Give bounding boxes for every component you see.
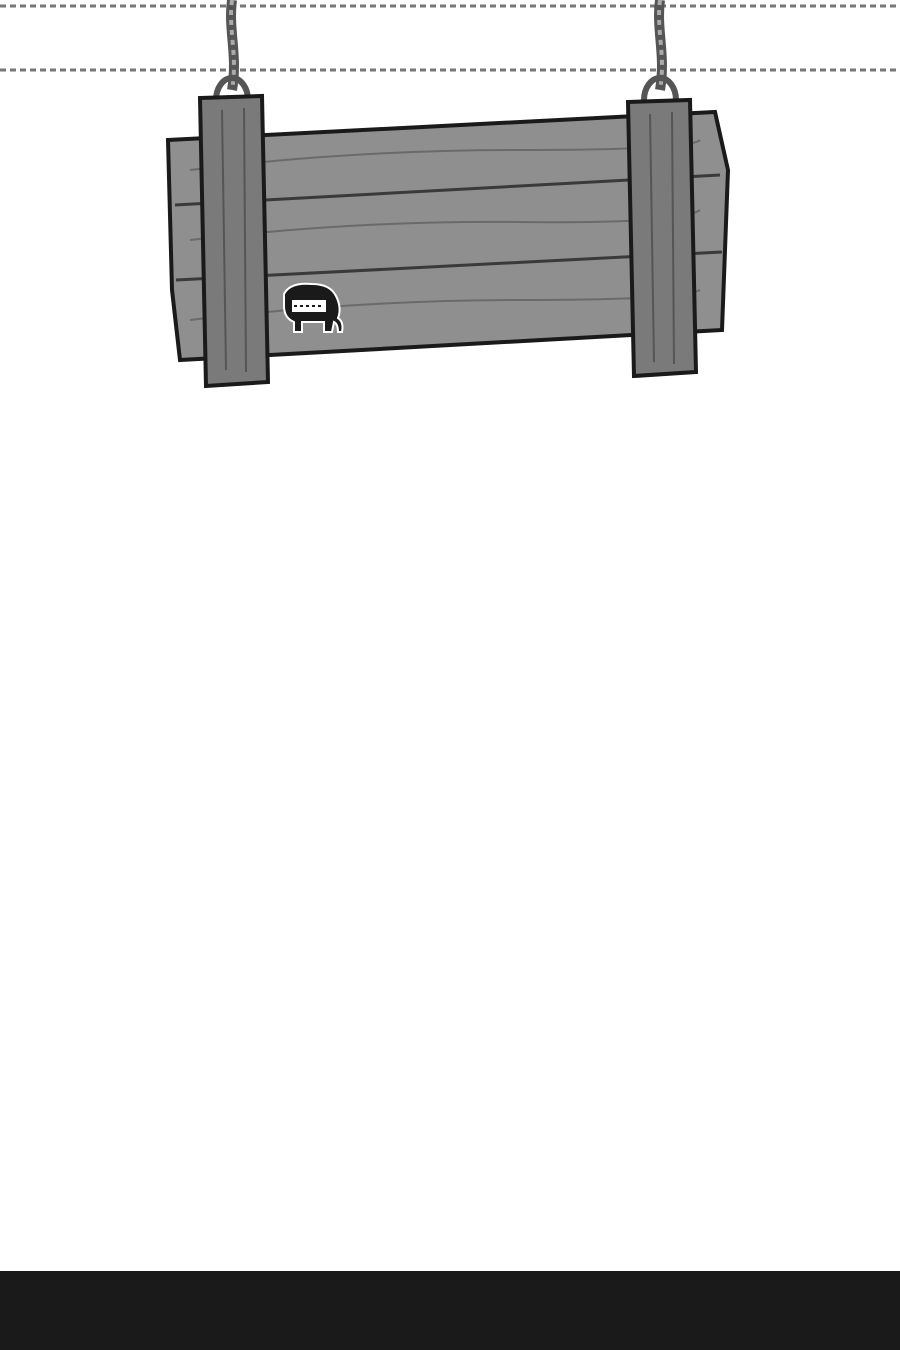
sign-board-svg	[0, 0, 900, 400]
afterword-sign	[0, 0, 900, 400]
bottom-decoration-svg	[0, 1195, 900, 1350]
board-planks	[168, 96, 728, 386]
bottom-decoration	[0, 1195, 900, 1350]
bottom-band	[0, 1271, 900, 1350]
